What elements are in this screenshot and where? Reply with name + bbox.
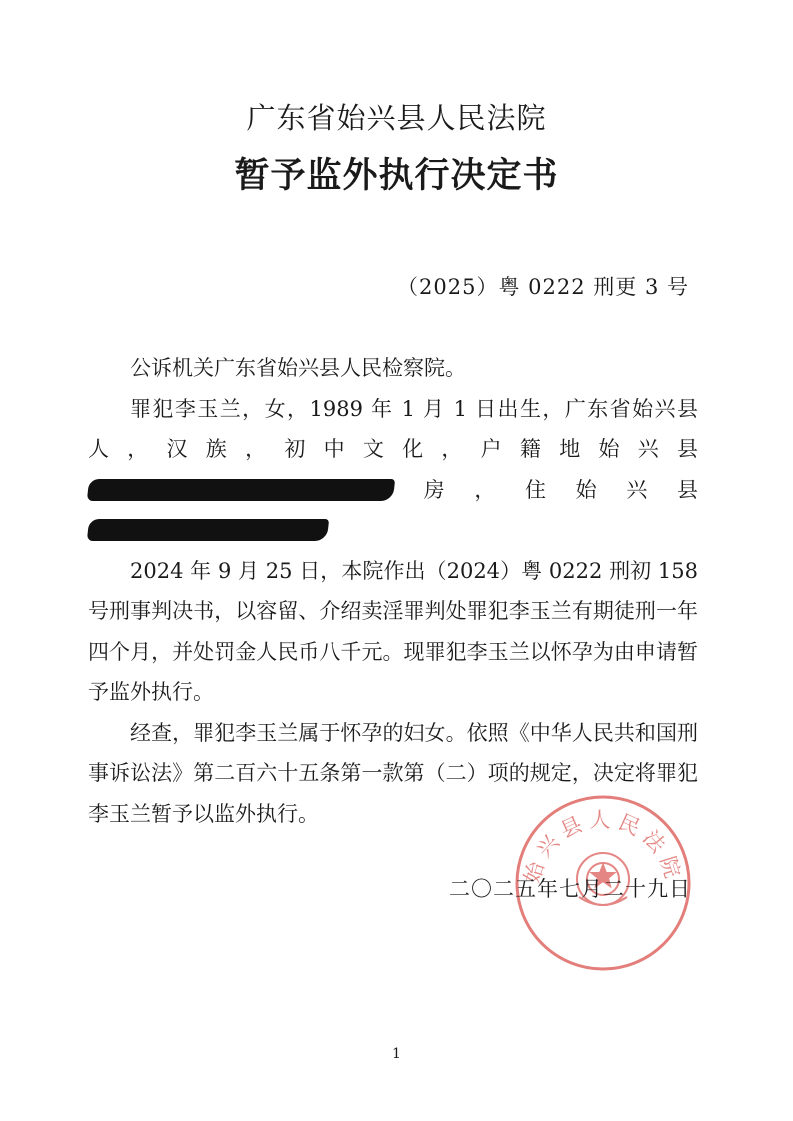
case-number: （2025）粤 0222 刑更 3 号 — [397, 275, 689, 299]
page-number: 1 — [392, 1046, 401, 1062]
paragraph-prosecutor: 公诉机关广东省始兴县人民检察院。 — [130, 356, 466, 380]
paragraph-defendant — [88, 389, 698, 551]
defendant-text-1: 罪犯李玉兰，女，1989 年 1 月 1 日出生，广东省始兴县人，汉族，初中文化，户籍地始兴县 — [88, 396, 698, 461]
document-title: 暂予监外执行决定书 — [234, 156, 559, 196]
redaction-mark — [87, 479, 395, 501]
paragraph-decision: 经查，罪犯李玉兰属于怀孕的妇女。依照《中华人民共和国刑事诉讼法》第二百六十五条第一款第（二）项的规定，决定将罪犯李玉兰暂予以监外执行。 — [88, 720, 698, 826]
document-body — [88, 348, 698, 834]
seal-text: 始兴县人民法院 — [519, 808, 687, 887]
defendant-text-2: 房，住始兴县 — [394, 477, 698, 502]
decision-date: 二〇二五年七月二十九日 — [449, 877, 691, 901]
court-name: 广东省始兴县人民法院 — [246, 101, 547, 135]
redaction-mark — [87, 519, 329, 541]
paragraph-judgment: 2024 年 9 月 25 日，本院作出（2024）粤 0222 刑初 158 号刑事判决书，以容留、介绍卖淫罪判处罪犯李玉兰有期徒刑一年四个月，并处罚金人民币八千元。现罪犯李玉兰以怀孕为由申请暂予监外执行。 — [88, 558, 698, 704]
